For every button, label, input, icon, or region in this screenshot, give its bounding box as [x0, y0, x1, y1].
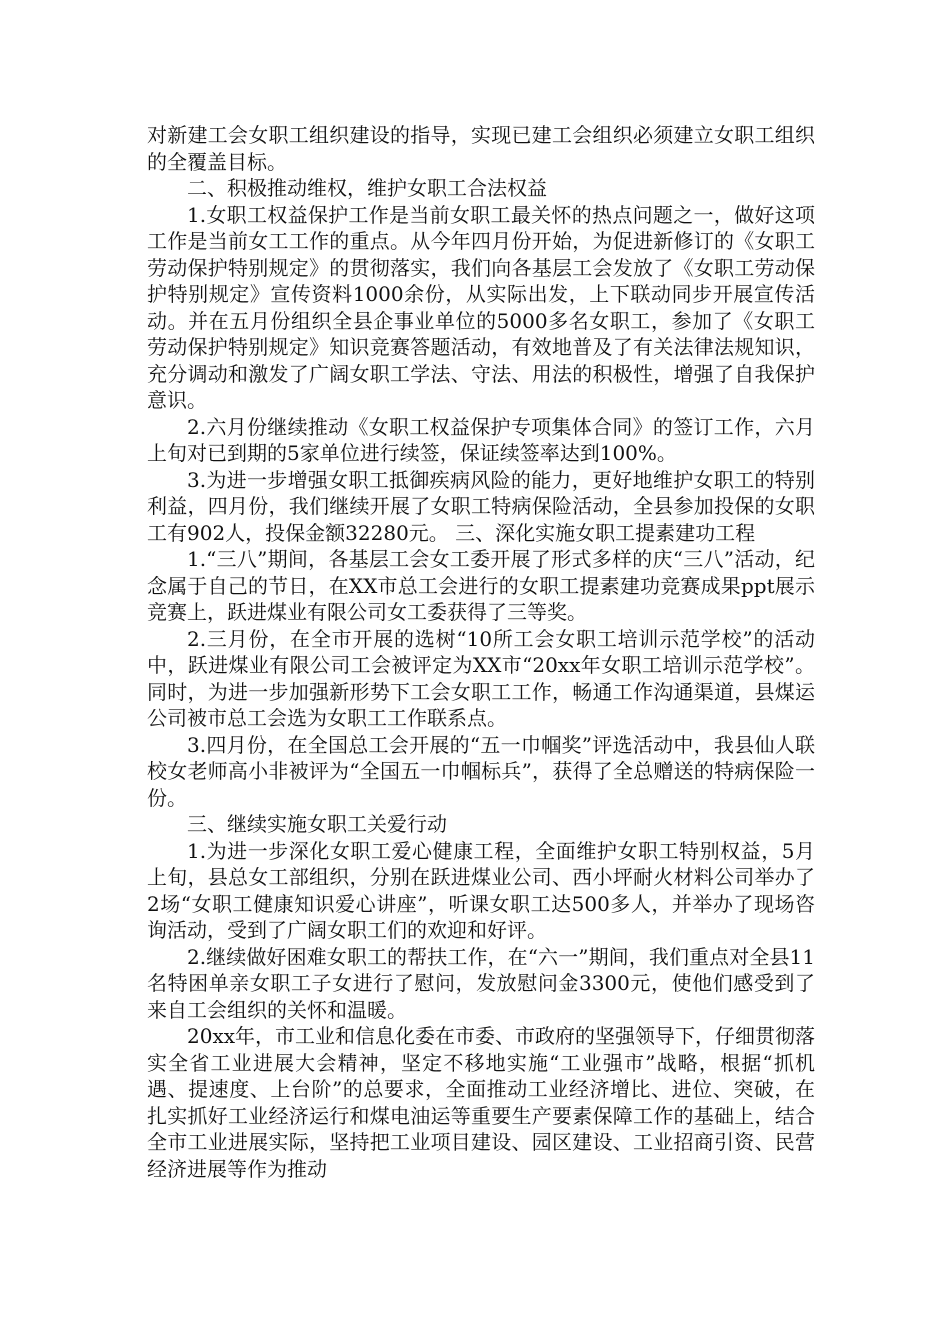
paragraph-continuation: 对新建工会女职工组织建设的指导，实现已建工会组织必须建立女职工组织的全覆盖目标。	[147, 123, 815, 174]
document-body	[147, 122, 815, 1182]
paragraph: 2.三月份，在全市开展的选树“10所工会女职工培训示范学校”的活动中，跃进煤业有限公司工会被评定为XX市“20xx年女职工培训示范学校”。同时，为进一步加强新形势下工会女职工工作，畅通工作沟通渠道，县煤运公司被市总工会选为女职工工作联系点。	[147, 626, 815, 730]
paragraph: 20xx年，市工业和信息化委在市委、市政府的坚强领导下，仔细贯彻落实全省工业进展大会精神，坚定不移地实施“工业强市”战略，根据“抓机遇、提速度、上台阶”的总要求，全面推动工业经济增比、进位、突破，在扎实抓好工业经济运行和煤电油运等重要生产要素保障工作的基础上，结合全市工业进展实际，坚持把工业项目建设、园区建设、工业招商引资、民营经济进展等作为推动	[147, 1024, 816, 1181]
paragraph: 1.“三八”期间，各基层工会女工委开展了形式多样的庆“三八”活动，纪念属于自己的节日，在XX市总工会进行的女职工提素建功竞赛成果ppt展示竞赛上，跃进煤业有限公司女工委获得了三等奖。	[147, 547, 815, 624]
section-heading-2: 二、积极推动维权，维护女职工合法权益	[187, 176, 547, 200]
paragraph: 1.为进一步深化女职工爱心健康工程，全面维护女职工特别权益，5月上旬，县总女工部组织，分别在跃进煤业公司、西小坪耐火材料公司举办了2场“女职工健康知识爱心讲座”，听课女职工达500多人，并举办了现场咨询活动，受到了广阔女职工们的欢迎和好评。	[147, 838, 815, 942]
section-heading-3: 三、继续实施女职工关爱行动	[187, 812, 447, 836]
paragraph: 2.继续做好困难女职工的帮扶工作，在“六一”期间，我们重点对全县11名特困单亲女职工子女进行了慰问，发放慰问金3300元，使他们感受到了来自工会组织的关怀和温暖。	[147, 944, 815, 1022]
paragraph: 3.为进一步增强女职工抵御疾病风险的能力，更好地维护女职工的特别利益，四月份，我们继续开展了女职工特病保险活动，全县参加投保的女职工有902人，投保金额32280元。 三、深化实施女职工提素建功工程	[147, 467, 815, 545]
paragraph: 2.六月份继续推动《女职工权益保护专项集体合同》的签订工作，六月上旬对已到期的5家单位进行续签，保证续签率达到100%。	[147, 414, 815, 465]
paragraph: 3.四月份，在全国总工会开展的“五一巾帼奖”评选活动中，我县仙人联校女老师高小非被评为“全国五一巾帼标兵”，获得了全总赠送的特病保险一份。	[147, 732, 815, 810]
paragraph: 1.女职工权益保护工作是当前女职工最关怀的热点问题之一，做好这项工作是当前女工工作的重点。从今年四月份开始，为促进新修订的《女职工劳动保护特别规定》的贯彻落实，我们向各基层工会发放了《女职工劳动保护特别规定》宣传资料1000余份，从实际出发，上下联动同步开展宣传活动。并在五月份组织全县企事业单位的5000多名女职工，参加了《女职工劳动保护特别规定》知识竞赛答题活动，有效地普及了有关法律法规知识，充分调动和激发了广阔女职工学法、守法、用法的积极性，增强了自我保护意识。	[147, 202, 815, 412]
